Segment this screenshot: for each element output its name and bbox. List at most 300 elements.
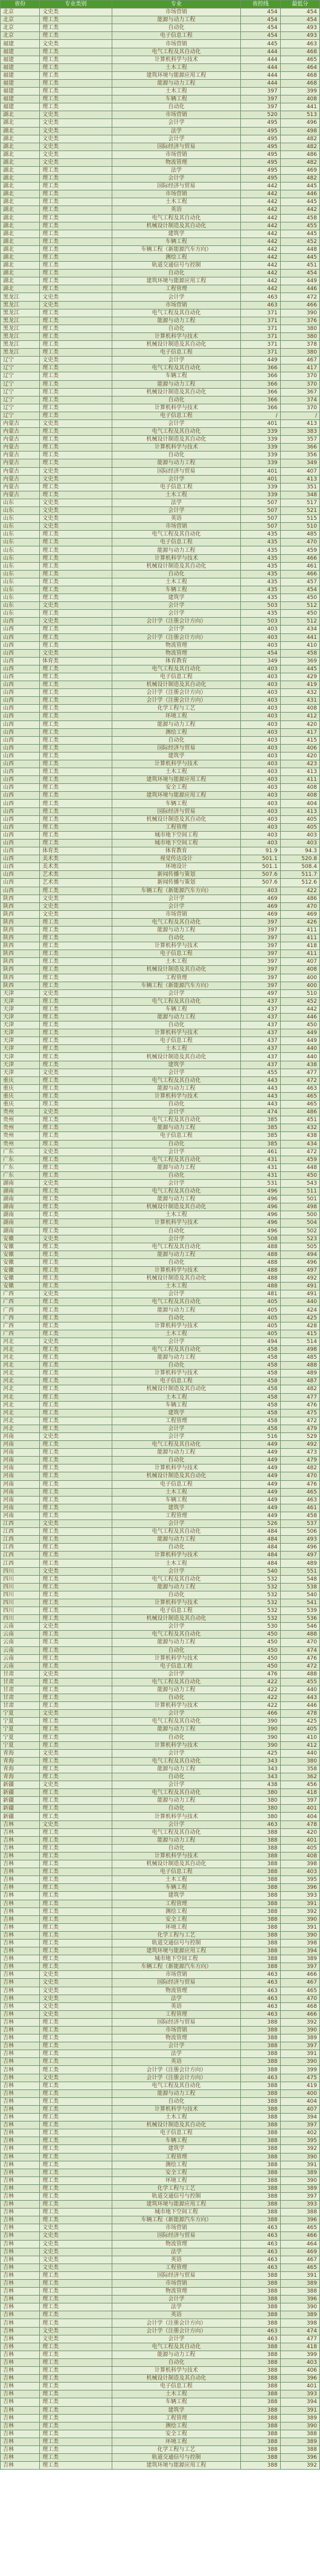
cell-province: 吉林 — [1, 2367, 40, 2375]
cell-province: 吉林 — [1, 2327, 40, 2335]
cell-province: 吉林 — [1, 2161, 40, 2169]
cell-min-score: 450 — [280, 610, 319, 618]
cell-major: 计算机科学与技术 — [112, 1219, 241, 1227]
table-row — [1, 1828, 320, 1836]
table-row — [1, 618, 320, 626]
cell-major: 会计学 — [112, 1781, 241, 1789]
cell-min-score: 463 — [280, 1496, 319, 1504]
cell-category: 文史类 — [40, 895, 112, 902]
table-row — [1, 2288, 320, 2296]
cell-province: 湖北 — [1, 111, 40, 119]
cell-category: 理工类 — [40, 436, 112, 444]
cell-category: 理工类 — [40, 1393, 112, 1401]
cell-min-score: 391 — [280, 1923, 319, 1931]
cell-category: 理工类 — [40, 206, 112, 214]
cell-major: 自动化 — [112, 934, 241, 942]
table-row — [1, 2161, 320, 2169]
table-row — [1, 1163, 320, 1171]
cell-major: 自动化 — [112, 1258, 241, 1266]
cell-min-score: 501 — [280, 1196, 319, 1203]
cell-min-score: 498 — [280, 1345, 319, 1353]
table-row — [1, 1813, 320, 1820]
cell-min-score: 420 — [280, 1828, 319, 1836]
cell-control-line: 388 — [241, 2445, 280, 2453]
cell-major: 车辆工程（新能源汽车方向） — [112, 2216, 241, 2224]
cell-province: 山西 — [1, 792, 40, 800]
cell-province: 天津 — [1, 1061, 40, 1069]
cell-major: 会计学 — [112, 2296, 241, 2303]
cell-category: 理工类 — [40, 784, 112, 792]
cell-min-score: 472 — [280, 1417, 319, 1425]
cell-control-line: 458 — [241, 1409, 280, 1417]
cell-major: 物流管理 — [112, 2288, 241, 2296]
table-row — [1, 2209, 320, 2216]
cell-control-line: 403 — [241, 641, 280, 649]
cell-min-score: 466 — [280, 570, 319, 578]
cell-category: 理工类 — [40, 88, 112, 95]
cell-category: 理工类 — [40, 1702, 112, 1710]
cell-control-line: 403 — [241, 807, 280, 815]
cell-major: 会计学（注册会计方向） — [112, 697, 241, 705]
table-row — [1, 175, 320, 183]
cell-province: 云南 — [1, 1662, 40, 1670]
cell-province: 青海 — [1, 1765, 40, 1773]
cell-min-score: 450 — [280, 594, 319, 602]
cell-province: 吉林 — [1, 2201, 40, 2209]
cell-province: 云南 — [1, 1639, 40, 1646]
cell-major: 会计学 — [112, 1623, 241, 1631]
table-row — [1, 665, 320, 673]
cell-min-score: 445 — [280, 665, 319, 673]
cell-major: 电气工程及其自动化 — [112, 1789, 241, 1797]
cell-min-score: 440 — [280, 1053, 319, 1061]
cell-province: 新疆 — [1, 1797, 40, 1805]
cell-min-score: 420 — [280, 720, 319, 728]
cell-category: 理工类 — [40, 1449, 112, 1457]
cell-min-score: 468 — [280, 79, 319, 87]
table-row — [1, 1726, 320, 1733]
cell-province: 吉林 — [1, 2280, 40, 2288]
cell-min-score: 388 — [280, 2288, 319, 2296]
cell-min-score: 396 — [280, 2216, 319, 2224]
table-row — [1, 2383, 320, 2390]
cell-category: 理工类 — [40, 1615, 112, 1623]
cell-major: 会计学 — [112, 626, 241, 633]
table-row — [1, 1021, 320, 1029]
table-row — [1, 966, 320, 974]
cell-category: 理工类 — [40, 24, 112, 32]
cell-province: 吉林 — [1, 1963, 40, 1971]
cell-control-line: 435 — [241, 539, 280, 546]
cell-control-line: 371 — [241, 341, 280, 349]
cell-min-score: 451 — [280, 262, 319, 270]
table-row — [1, 1868, 320, 1876]
table-row — [1, 1124, 320, 1132]
cell-category: 理工类 — [40, 2343, 112, 2351]
cell-control-line: 388 — [241, 2137, 280, 2145]
cell-category: 理工类 — [40, 412, 112, 419]
cell-major: 自动化 — [112, 1457, 241, 1464]
cell-category: 理工类 — [40, 1939, 112, 1947]
cell-major: 自动化 — [112, 1101, 241, 1108]
cell-min-score: 470 — [280, 1472, 319, 1480]
cell-province: 重庆 — [1, 1076, 40, 1084]
cell-category: 文史类 — [40, 1710, 112, 1718]
cell-category: 理工类 — [40, 823, 112, 831]
table-row — [1, 2058, 320, 2066]
cell-min-score: 470 — [280, 1995, 319, 2002]
cell-category: 理工类 — [40, 1536, 112, 1544]
cell-control-line: 444 — [241, 79, 280, 87]
table-row — [1, 974, 320, 982]
cell-control-line: 388 — [241, 2216, 280, 2224]
cell-min-score: 454 — [280, 270, 319, 277]
cell-major: 计算机科学与技术 — [112, 1741, 241, 1749]
cell-province: 湖北 — [1, 206, 40, 214]
cell-control-line: 388 — [241, 2438, 280, 2445]
cell-province: 湖北 — [1, 135, 40, 143]
cell-control-line: 449 — [241, 1480, 280, 1488]
cell-category: 理工类 — [40, 56, 112, 63]
table-row — [1, 467, 320, 475]
cell-control-line: 463 — [241, 2335, 280, 2343]
table-row — [1, 744, 320, 752]
cell-control-line: 455 — [241, 1069, 280, 1076]
table-row — [1, 483, 320, 491]
table-row — [1, 1741, 320, 1749]
cell-major: 土木工程 — [112, 2114, 241, 2121]
cell-min-score: 456 — [280, 1781, 319, 1789]
cell-control-line: 397 — [241, 958, 280, 966]
cell-major: 计算机科学与技术 — [112, 554, 241, 562]
cell-control-line: 454 — [241, 24, 280, 32]
cell-category: 理工类 — [40, 2288, 112, 2296]
cell-major: 自动化 — [112, 1171, 241, 1179]
cell-control-line: 454 — [241, 16, 280, 24]
cell-major: 国际经济与贸易 — [112, 2018, 241, 2026]
cell-category: 理工类 — [40, 1124, 112, 1132]
cell-control-line: 496 — [241, 1219, 280, 1227]
cell-min-score: 389 — [280, 2169, 319, 2176]
cell-min-score: 486 — [280, 150, 319, 158]
cell-category: 理工类 — [40, 1188, 112, 1196]
cell-min-score: 400 — [280, 974, 319, 982]
cell-province: 山西 — [1, 887, 40, 895]
table-row — [1, 8, 320, 16]
cell-major: 自动化 — [112, 103, 241, 111]
cell-category: 理工类 — [40, 697, 112, 705]
cell-major: 车辆工程 — [112, 1496, 241, 1504]
table-row — [1, 2430, 320, 2438]
cell-province: 天津 — [1, 1005, 40, 1013]
cell-category: 理工类 — [40, 1092, 112, 1100]
cell-province: 甘肃 — [1, 1702, 40, 1710]
cell-min-score: 390 — [280, 2153, 319, 2161]
cell-major: 市场营销 — [112, 150, 241, 158]
table-row — [1, 119, 320, 127]
cell-control-line: 403 — [241, 887, 280, 895]
table-row — [1, 784, 320, 792]
cell-category: 理工类 — [40, 1251, 112, 1258]
cell-category: 理工类 — [40, 1053, 112, 1061]
cell-min-score: 475 — [280, 2074, 319, 2082]
table-row — [1, 815, 320, 823]
cell-min-score: 488 — [280, 1631, 319, 1639]
table-row — [1, 325, 320, 332]
table-row — [1, 499, 320, 506]
cell-min-score: 466 — [280, 1971, 319, 1979]
cell-control-line: 403 — [241, 705, 280, 713]
cell-category: 文史类 — [40, 989, 112, 997]
table-row — [1, 2082, 320, 2089]
cell-major: 市场营销 — [112, 2280, 241, 2288]
cell-major: 工程管理 — [112, 1417, 241, 1425]
table-row — [1, 515, 320, 523]
cell-major: 电子信息工程 — [112, 2129, 241, 2137]
cell-control-line: 343 — [241, 1757, 280, 1765]
cell-province: 吉林 — [1, 2089, 40, 2097]
table-row — [1, 475, 320, 483]
cell-category: 文史类 — [40, 910, 112, 918]
cell-province: 山西 — [1, 839, 40, 847]
cell-min-score: 511.7 — [280, 871, 319, 879]
cell-major: 法学 — [112, 166, 241, 174]
cell-min-score: 432 — [280, 689, 319, 697]
cell-major: 建筑环境与能源应用工程 — [112, 1947, 241, 1955]
cell-category: 理工类 — [40, 2311, 112, 2319]
cell-province: 云南 — [1, 1646, 40, 1654]
cell-control-line: 339 — [241, 483, 280, 491]
cell-province: 吉林 — [1, 2027, 40, 2034]
cell-min-score: 396 — [280, 2454, 319, 2462]
cell-major: 计算机科学与技术 — [112, 1370, 241, 1377]
cell-major: 车辆工程 — [112, 95, 241, 103]
cell-control-line: 388 — [241, 1947, 280, 1955]
cell-major: 电气工程及其自动化 — [112, 1188, 241, 1196]
cell-min-score: 455 — [280, 222, 319, 230]
cell-min-score: 396 — [280, 1884, 319, 1892]
cell-control-line: 496 — [241, 1211, 280, 1219]
cell-control-line: 403 — [241, 665, 280, 673]
cell-control-line: 403 — [241, 673, 280, 681]
cell-major: 电气工程及其自动化 — [112, 918, 241, 926]
cell-control-line: 443 — [241, 1076, 280, 1084]
table-row — [1, 2296, 320, 2303]
cell-min-score: 393 — [280, 1892, 319, 1900]
cell-control-line: 501.1 — [241, 863, 280, 871]
cell-province: 吉林 — [1, 1955, 40, 1963]
cell-category: 理工类 — [40, 2034, 112, 2042]
cell-min-score: 459 — [280, 1156, 319, 1163]
table-row — [1, 554, 320, 562]
cell-province: 吉林 — [1, 2248, 40, 2256]
cell-min-score: 445 — [280, 198, 319, 206]
cell-min-score: 488 — [280, 1670, 319, 1678]
cell-category: 理工类 — [40, 950, 112, 958]
cell-province: 山西 — [1, 768, 40, 776]
cell-control-line: 403 — [241, 768, 280, 776]
cell-min-score: 508.4 — [280, 863, 319, 871]
cell-category: 理工类 — [40, 1963, 112, 1971]
cell-major: 会计学 — [112, 1710, 241, 1718]
cell-major: 土木工程 — [112, 578, 241, 586]
cell-major: 电气工程及其自动化 — [112, 1678, 241, 1686]
table-row — [1, 855, 320, 863]
table-row — [1, 1480, 320, 1488]
cell-category: 理工类 — [40, 1480, 112, 1488]
table-row — [1, 404, 320, 412]
cell-category: 理工类 — [40, 831, 112, 839]
cell-province: 吉林 — [1, 2383, 40, 2390]
table-row — [1, 546, 320, 554]
table-row — [1, 1512, 320, 1519]
cell-min-score: 445 — [280, 183, 319, 190]
cell-control-line: 390 — [241, 1726, 280, 1733]
cell-control-line: 442 — [241, 285, 280, 293]
cell-control-line: 339 — [241, 444, 280, 451]
table-row — [1, 1258, 320, 1266]
cell-min-score: 514 — [280, 1338, 319, 1345]
table-row — [1, 24, 320, 32]
cell-major: 机械设计制造及其自动化 — [112, 815, 241, 823]
cell-min-score: 428 — [280, 1322, 319, 1330]
cell-control-line: 444 — [241, 48, 280, 56]
cell-min-score: 392 — [280, 2462, 319, 2470]
cell-category: 文史类 — [40, 1338, 112, 1345]
cell-min-score: 546 — [280, 1623, 319, 1631]
cell-major: 自动化 — [112, 396, 241, 404]
cell-category: 理工类 — [40, 1425, 112, 1432]
cell-control-line: 388 — [241, 2303, 280, 2311]
cell-major: 测绘工程 — [112, 1908, 241, 1915]
table-row — [1, 689, 320, 697]
cell-province: 福建 — [1, 103, 40, 111]
table-row — [1, 1678, 320, 1686]
cell-major: 会计学 — [112, 507, 241, 515]
cell-province: 江西 — [1, 1559, 40, 1567]
cell-category: 理工类 — [40, 926, 112, 934]
table-row — [1, 254, 320, 262]
cell-province: 广西 — [1, 1330, 40, 1338]
cell-category: 理工类 — [40, 1544, 112, 1552]
cell-control-line: 435 — [241, 586, 280, 594]
cell-control-line: 488 — [241, 1283, 280, 1290]
table-row — [1, 1552, 320, 1559]
cell-category: 理工类 — [40, 372, 112, 380]
cell-control-line: 495 — [241, 119, 280, 127]
cell-category: 文史类 — [40, 158, 112, 166]
cell-province: 黑龙江 — [1, 293, 40, 301]
cell-province: 吉林 — [1, 2129, 40, 2137]
cell-major: 自动化 — [112, 570, 241, 578]
table-row — [1, 1171, 320, 1179]
cell-major: 计算机科学与技术 — [112, 1029, 241, 1037]
table-row — [1, 626, 320, 633]
cell-control-line: 449 — [241, 1449, 280, 1457]
cell-category: 理工类 — [40, 1528, 112, 1536]
cell-category: 理工类 — [40, 1441, 112, 1449]
cell-min-score: 374 — [280, 396, 319, 404]
table-row — [1, 127, 320, 135]
cell-control-line: 496 — [241, 1203, 280, 1211]
cell-province: 天津 — [1, 1021, 40, 1029]
cell-control-line: 507.6 — [241, 871, 280, 879]
cell-control-line: 507 — [241, 523, 280, 531]
cell-category: 理工类 — [40, 942, 112, 950]
cell-min-score: 472 — [280, 1148, 319, 1156]
cell-min-score: 497 — [280, 1267, 319, 1275]
cell-major: 环境工程 — [112, 713, 241, 720]
cell-min-score: 515 — [280, 515, 319, 523]
cell-category: 文史类 — [40, 1432, 112, 1440]
cell-min-score: 476 — [280, 1401, 319, 1409]
cell-major: 能源与动力工程 — [112, 1084, 241, 1092]
cell-province: 安徽 — [1, 1275, 40, 1283]
cell-category: 理工类 — [40, 222, 112, 230]
cell-control-line: 463 — [241, 2248, 280, 2256]
cell-category: 理工类 — [40, 1552, 112, 1559]
cell-min-score: 406 — [280, 744, 319, 752]
cell-control-line: 435 — [241, 570, 280, 578]
cell-major: 英语 — [112, 515, 241, 523]
table-row — [1, 1805, 320, 1813]
cell-province: 吉林 — [1, 1939, 40, 1947]
cell-control-line: 463 — [241, 2002, 280, 2010]
table-row — [1, 1014, 320, 1021]
cell-category: 理工类 — [40, 2383, 112, 2390]
cell-category: 理工类 — [40, 1931, 112, 1939]
cell-category: 理工类 — [40, 768, 112, 776]
cell-min-score: 389 — [280, 2184, 319, 2192]
cell-control-line: 388 — [241, 2082, 280, 2089]
cell-province: 吉林 — [1, 2390, 40, 2398]
cell-control-line: 388 — [241, 2406, 280, 2414]
cell-control-line: 437 — [241, 997, 280, 1005]
cell-min-score: 491 — [280, 1283, 319, 1290]
cell-category: 理工类 — [40, 2027, 112, 2034]
cell-major: 建筑环境与能源应用工程 — [112, 792, 241, 800]
cell-category: 理工类 — [40, 2414, 112, 2422]
cell-control-line: 501.1 — [241, 855, 280, 863]
cell-category: 理工类 — [40, 728, 112, 736]
cell-province: 吉林 — [1, 2335, 40, 2343]
cell-category: 理工类 — [40, 2058, 112, 2066]
cell-major: 会计学 — [112, 1425, 241, 1432]
cell-major: 土木工程 — [112, 1045, 241, 1053]
cell-category: 理工类 — [40, 1955, 112, 1963]
cell-category: 理工类 — [40, 792, 112, 800]
cell-min-score: 357 — [280, 436, 319, 444]
cell-category: 文史类 — [40, 1179, 112, 1187]
cell-min-score: 487 — [280, 1377, 319, 1385]
table-row — [1, 934, 320, 942]
cell-min-score: 370 — [280, 404, 319, 412]
cell-category: 理工类 — [40, 665, 112, 673]
table-row — [1, 277, 320, 285]
cell-control-line: 403 — [241, 633, 280, 641]
cell-province: 甘肃 — [1, 1694, 40, 1702]
cell-min-score: 443 — [280, 1694, 319, 1702]
cell-major: 会计学（注册会计方向） — [112, 2074, 241, 2082]
table-row — [1, 1852, 320, 1860]
cell-province: 安徽 — [1, 1258, 40, 1266]
cell-min-score: 467 — [280, 357, 319, 364]
cell-category: 理工类 — [40, 483, 112, 491]
table-row — [1, 63, 320, 71]
cell-province: 陕西 — [1, 895, 40, 902]
cell-control-line: 388 — [241, 1852, 280, 1860]
cell-category: 理工类 — [40, 2351, 112, 2358]
